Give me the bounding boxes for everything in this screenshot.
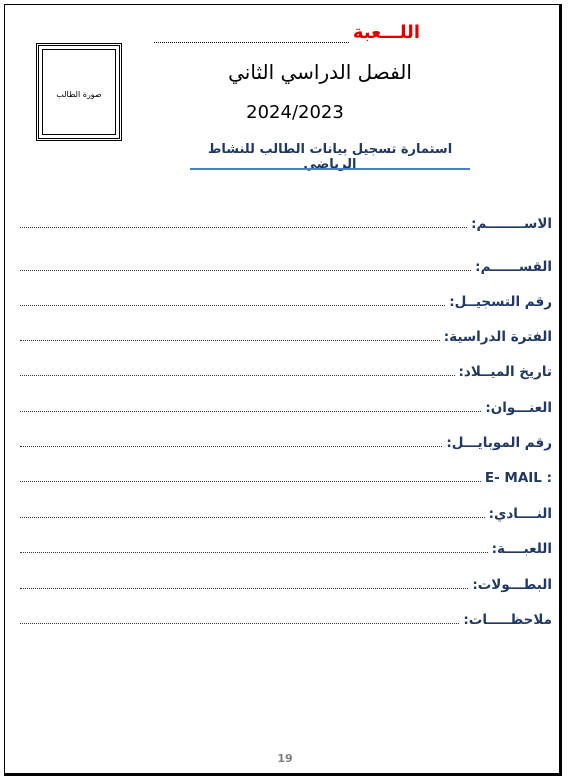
field-label: الفترة الدراسية: — [443, 329, 552, 345]
field-fill-line[interactable] — [20, 369, 455, 376]
field-label: E- MAIL : — [484, 470, 552, 486]
field-study-period — [20, 323, 552, 345]
field-fill-line[interactable] — [20, 299, 445, 306]
field-label: تاريخ الميــلاد: — [458, 364, 552, 380]
field-fill-line[interactable] — [20, 582, 468, 589]
field-fill-line[interactable] — [20, 264, 471, 271]
field-name — [20, 210, 552, 232]
field-notes — [20, 606, 552, 628]
field-email — [20, 464, 552, 486]
field-mobile — [20, 429, 552, 451]
semester-heading: الفصل الدراسي الثاني — [228, 60, 412, 84]
photo-inner-frame — [42, 49, 116, 135]
field-championships — [20, 571, 552, 593]
field-label: القســــــم: — [475, 259, 552, 275]
field-label: ملاحظـــــات: — [463, 612, 552, 628]
field-label: الاســــــــم: — [471, 216, 552, 232]
field-department — [20, 253, 552, 275]
field-club — [20, 500, 552, 522]
field-fill-line[interactable] — [20, 440, 442, 447]
field-fill-line[interactable] — [20, 617, 459, 624]
field-label: البطـــولات: — [472, 577, 552, 593]
field-label: النــــادي: — [488, 506, 552, 522]
field-fill-line[interactable] — [20, 546, 488, 553]
field-birth-date — [20, 358, 552, 380]
student-photo-box — [36, 43, 122, 141]
academic-year: 2024/2023 — [246, 102, 344, 123]
field-label: رقم الموبايـــل: — [446, 435, 552, 451]
game-title-row — [150, 22, 420, 43]
field-game — [20, 535, 552, 557]
field-fill-line[interactable] — [20, 405, 481, 412]
page-number: 19 — [277, 752, 293, 765]
field-fill-line[interactable] — [20, 511, 485, 518]
field-fill-line[interactable] — [20, 221, 467, 228]
photo-label: صورة الطالب — [56, 90, 102, 99]
field-label: العنـــوان: — [485, 400, 552, 416]
form-title: استمارة تسجيل بيانات الطالب للنشاط الرياضي — [207, 142, 453, 172]
field-fill-line[interactable] — [20, 334, 440, 341]
game-fill-line[interactable] — [154, 24, 349, 43]
field-address — [20, 394, 552, 416]
field-fill-line[interactable] — [20, 475, 481, 482]
game-label: اللـــعبة — [352, 22, 420, 43]
form-title-underline — [190, 168, 470, 170]
field-label: رقم التسجيــل: — [449, 294, 552, 310]
field-label: اللعبــــة: — [491, 541, 552, 557]
field-registration-number — [20, 288, 552, 310]
